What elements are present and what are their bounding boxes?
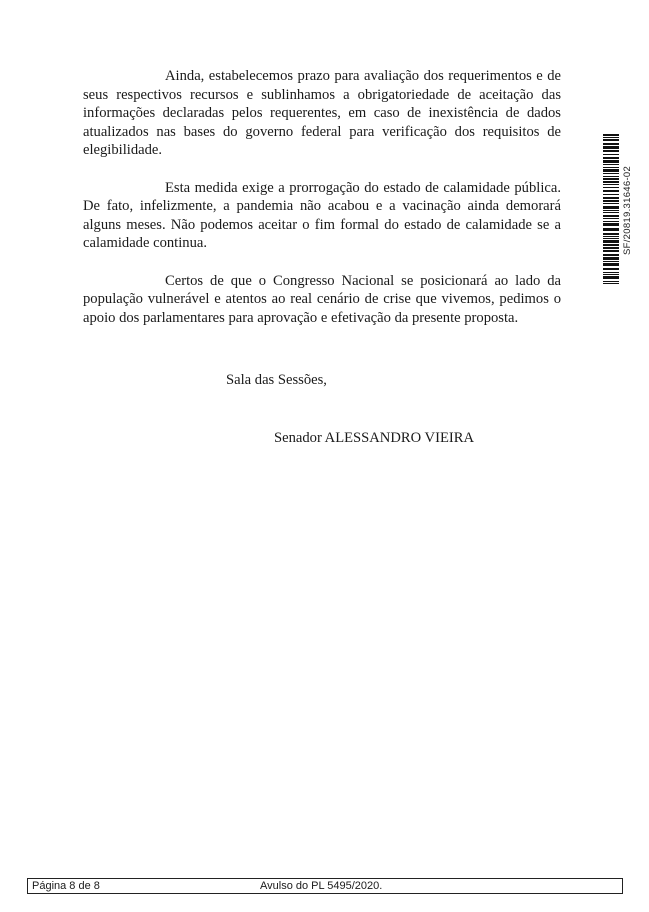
barcode-bar	[603, 206, 619, 209]
barcode-bar	[603, 221, 619, 222]
barcode-bar	[603, 263, 619, 266]
barcode-bar	[603, 274, 619, 275]
barcode-bar	[603, 143, 619, 145]
barcode-bar	[603, 261, 619, 262]
barcode-bar	[603, 236, 619, 237]
barcode-bar	[603, 150, 619, 152]
barcode-bar	[603, 283, 619, 284]
barcode-bar	[603, 181, 619, 183]
paragraph-2: Esta medida exige a prorrogação do estado de calamidade pública. De fato, infelizmente, a pandemia não acabou e a vacinação ainda demorará alguns meses. Não podemos aceitar o fim formal do estado de calamidade se a calamidade continua.	[83, 179, 561, 252]
barcode-bar	[603, 203, 619, 204]
barcode-bar	[603, 268, 619, 270]
barcode-bar	[603, 134, 619, 136]
barcode-code-label: SF/20819.31646-02	[622, 165, 633, 255]
barcode-bar	[603, 281, 619, 282]
paragraph-3: Certos de que o Congresso Nacional se posicionará ao lado da população vulnerável e atentos ao real cenário de crise que vivemos, pedimos o apoio dos parlamentares para aprovação e efetivação da presente proposta.	[83, 272, 561, 326]
barcode-bar	[603, 218, 619, 219]
barcode-bar	[603, 240, 619, 243]
barcode-icon	[603, 134, 619, 286]
barcode-bar	[603, 167, 619, 168]
barcode-bar	[603, 210, 619, 211]
barcode-bar	[603, 190, 619, 192]
barcode-bar	[603, 164, 619, 165]
barcode-bar	[603, 200, 619, 202]
barcode-bar	[603, 154, 619, 155]
barcode-bar	[603, 139, 619, 141]
barcode-bar	[603, 194, 619, 195]
barcode-bar	[603, 169, 619, 172]
barcode-bar	[603, 257, 619, 260]
barcode-bar	[603, 276, 619, 279]
barcode-bar	[603, 178, 619, 180]
barcode-bar	[603, 223, 619, 226]
barcode-bar	[603, 160, 619, 163]
barcode-bar	[603, 244, 619, 246]
barcode-bar	[603, 233, 619, 235]
page-footer	[27, 878, 623, 894]
footer-document-id: Avulso do PL 5495/2020.	[260, 880, 383, 892]
paragraph-1: Ainda, estabelecemos prazo para avaliação dos requerimentos e de seus respectivos recursos e sublinhamos a obrigatoriedade de aceitação das informações declaradas pelos requerentes, em caso de inexistência de dados atualizados nas bases do governo federal para verificação dos requisitos de elegibilidade.	[83, 68, 561, 159]
barcode-bar	[603, 215, 619, 217]
barcode-bar	[603, 184, 619, 185]
barcode-bar	[603, 250, 619, 252]
barcode-bar	[603, 157, 619, 159]
document-body	[83, 67, 561, 327]
document-barcode	[603, 134, 637, 286]
barcode-bar	[603, 137, 619, 138]
barcode-bar	[603, 238, 619, 239]
barcode-bar	[603, 187, 619, 188]
barcode-bar	[603, 247, 619, 249]
barcode-bar	[603, 254, 619, 256]
footer-page-number: Página 8 de 8	[32, 880, 100, 892]
barcode-bar	[603, 173, 619, 174]
barcode-bar	[603, 176, 619, 177]
barcode-bar	[603, 212, 619, 213]
signature-line: Senador ALESSANDRO VIEIRA	[274, 430, 474, 446]
closing-line: Sala das Sessões,	[226, 372, 327, 388]
barcode-bar	[603, 197, 619, 199]
barcode-bar	[603, 146, 619, 149]
barcode-bar	[603, 228, 619, 231]
barcode-bar	[603, 272, 619, 273]
